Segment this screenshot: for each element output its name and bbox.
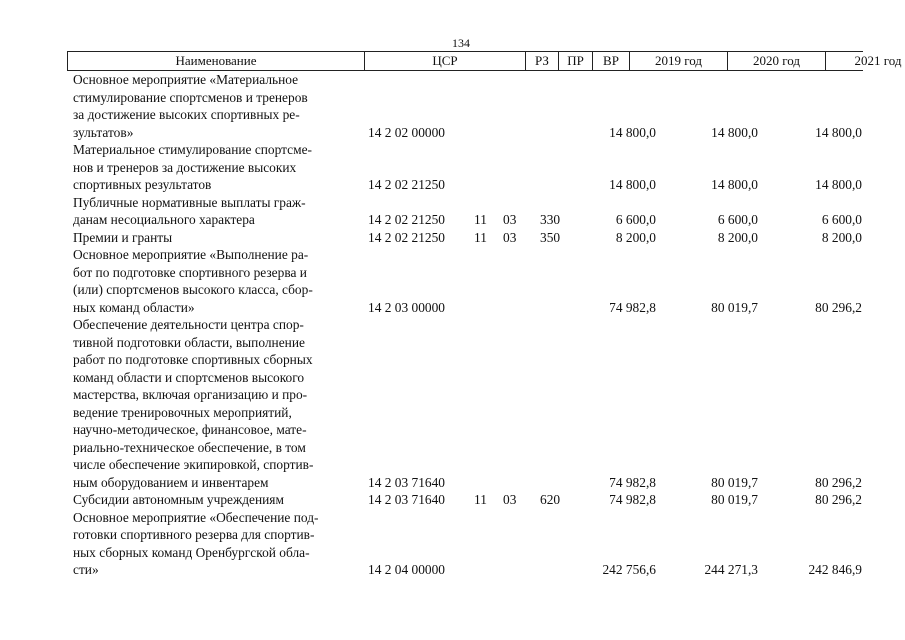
table-header [67, 51, 902, 71]
row-csr: 14 2 04 00000 [368, 562, 445, 577]
row-2020: 14 800,0 [711, 124, 758, 140]
row-2020: 80 019,7 [711, 492, 758, 507]
row-name: Основное мероприятие «Выполнение ра- бот по подготовке спортивного резерва и (или) спортсменов высокого класса, сбор- ных команд области» [73, 247, 313, 315]
row-2020: 14 800,0 [711, 177, 758, 192]
row-2021: 80 296,2 [815, 492, 862, 507]
row-name: Основное мероприятие «Обеспечение под- готовки спортивного резерва для спортив- ных сборных команд Оренбургской обла- сти» [73, 509, 319, 577]
header-2021: 2021 год [825, 52, 905, 70]
table-row [0, 194, 905, 229]
row-csr: 14 2 03 71640 [368, 492, 445, 507]
row-vr: 620 [540, 492, 561, 507]
header-pr: ПР [558, 52, 592, 70]
table-row [0, 229, 905, 247]
row-rz: 11 [474, 492, 487, 507]
row-name: Публичные нормативные выплаты граж- данам несоциального характера [73, 194, 306, 227]
row-csr: 14 2 03 00000 [368, 299, 445, 315]
row-2019: 6 600,0 [615, 212, 656, 227]
row-2019: 14 800,0 [609, 124, 656, 140]
header-csr: ЦСР [364, 52, 525, 70]
row-2019: 14 800,0 [609, 177, 656, 192]
row-2021: 6 600,0 [821, 212, 862, 227]
table-row [0, 491, 905, 509]
row-pr: 03 [503, 212, 517, 227]
row-vr: 350 [540, 229, 561, 245]
row-name: Материальное стимулирование спортсме- нов и тренеров за достижение высоких спортивных результатов [73, 142, 312, 192]
table-body [0, 71, 905, 579]
row-csr: 14 2 02 21250 [368, 212, 445, 227]
row-name: Премии и гранты [73, 229, 173, 245]
header-rz: РЗ [525, 52, 558, 70]
row-rz: 11 [474, 212, 487, 227]
row-name: Субсидии автономным учреждениям [73, 492, 284, 507]
row-2019: 242 756,6 [602, 562, 656, 577]
row-rz: 11 [474, 229, 487, 245]
table-row [0, 246, 905, 316]
table-row [0, 509, 905, 579]
row-csr: 14 2 02 21250 [368, 229, 445, 245]
row-2019: 8 200,0 [615, 229, 656, 245]
row-2021: 14 800,0 [815, 177, 862, 192]
row-2020: 244 271,3 [704, 562, 758, 577]
row-pr: 03 [503, 492, 517, 507]
row-2020: 6 600,0 [717, 212, 758, 227]
row-2021: 80 296,2 [815, 299, 862, 315]
row-pr: 03 [503, 229, 517, 245]
row-2019: 74 982,8 [609, 492, 656, 507]
table-row [0, 71, 905, 141]
row-csr: 14 2 02 21250 [368, 177, 445, 192]
row-name: Обеспечение деятельности центра спор- тивной подготовки области, выполнение работ по подготовке спортивных сборных команд области и спортсменов высокого мастерства, включая организацию и про- ведение тренировочных мероприятий, научно-методическое, финансовое, мате- риально-техническое обеспечение, в том числе обеспечение экипировкой, спортив- ным оборудованием и инвентарем [73, 317, 314, 490]
page-number: 134 [452, 36, 470, 50]
row-2020: 80 019,7 [711, 299, 758, 315]
row-csr: 14 2 02 00000 [368, 124, 445, 140]
row-2021: 80 296,2 [815, 474, 862, 490]
row-2021: 8 200,0 [821, 229, 862, 245]
row-vr: 330 [540, 212, 561, 227]
row-2019: 74 982,8 [609, 299, 656, 315]
row-csr: 14 2 03 71640 [368, 474, 445, 490]
row-name: Основное мероприятие «Материальное стимулирование спортсменов и тренеров за достижение высоких спортивных ре- зультатов» [73, 72, 308, 140]
row-2021: 242 846,9 [808, 562, 862, 577]
table-row [0, 141, 905, 194]
row-2020: 8 200,0 [717, 229, 758, 245]
row-2021: 14 800,0 [815, 124, 862, 140]
header-2020: 2020 год [727, 52, 825, 70]
header-2019: 2019 год [629, 52, 727, 70]
row-2020: 80 019,7 [711, 474, 758, 490]
table-row [0, 316, 905, 491]
row-2019: 74 982,8 [609, 474, 656, 490]
header-name: Наименование [67, 52, 364, 70]
header-vr: ВР [592, 52, 629, 70]
